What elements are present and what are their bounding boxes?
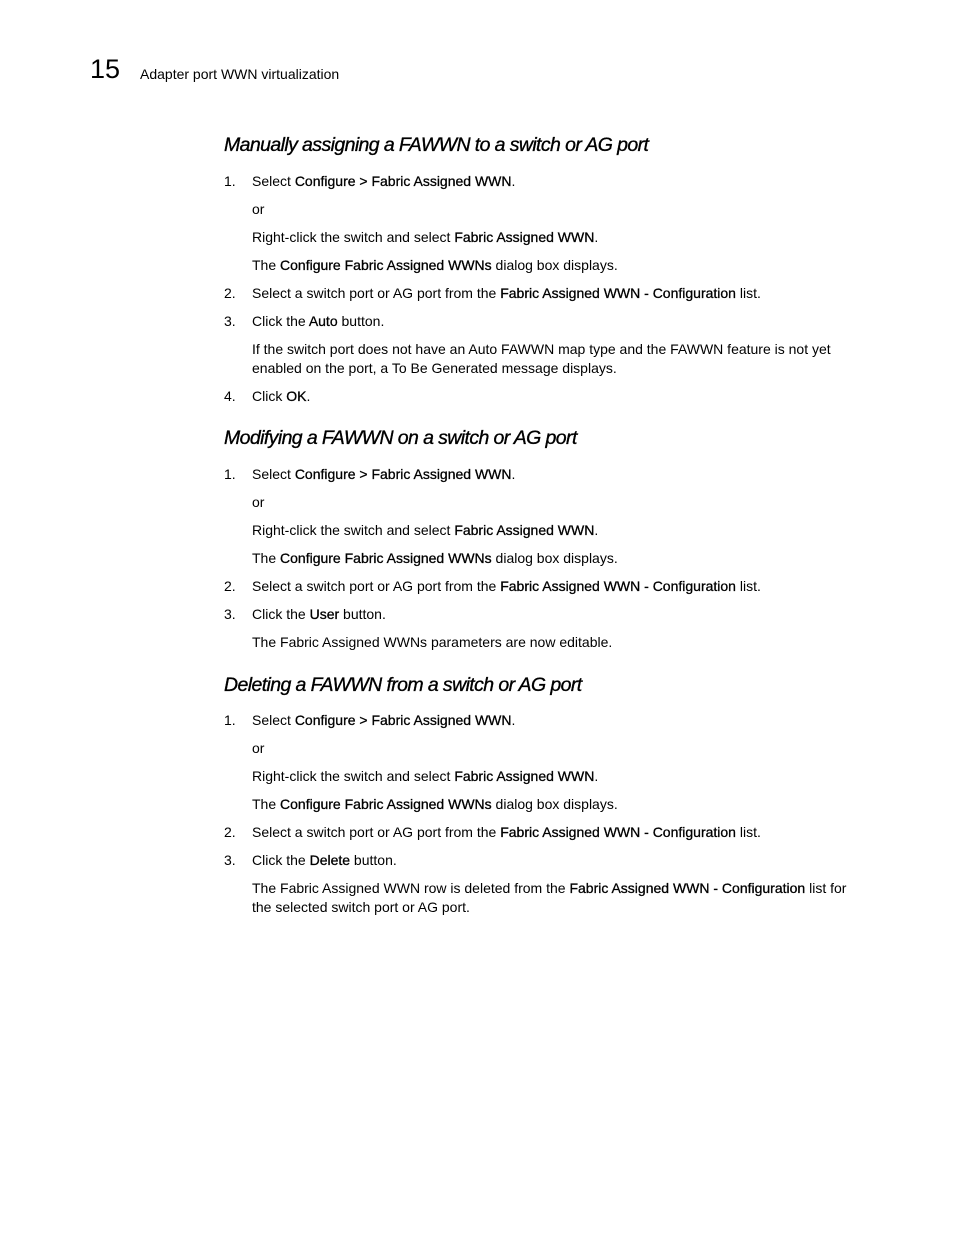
step-number: 3. bbox=[224, 852, 236, 868]
step-select-port: Select a switch port or AG port from the Fabric Assigned WWN - Configuration list. bbox=[252, 578, 761, 594]
step-select-port: Select a switch port or AG port from the Fabric Assigned WWN - Configuration list. bbox=[252, 824, 761, 840]
step-number: 1. bbox=[224, 712, 236, 728]
step-number: 1. bbox=[224, 466, 236, 482]
menu-path: Configure > Fabric Assigned WWN bbox=[294, 712, 512, 728]
or-text: or bbox=[252, 740, 265, 756]
button-name: Delete bbox=[309, 852, 351, 868]
step-number: 1. bbox=[224, 173, 236, 189]
step-click-user: Click the User button. bbox=[252, 606, 386, 622]
step-number: 2. bbox=[224, 285, 236, 301]
step-select-port: Select a switch port or AG port from the Fabric Assigned WWN - Configuration list. bbox=[252, 285, 761, 301]
button-name: OK bbox=[286, 388, 307, 404]
dialog-displays-text: The Configure Fabric Assigned WWNs dialog box displays. bbox=[252, 550, 618, 566]
dialog-displays-text: The Configure Fabric Assigned WWNs dialog box displays. bbox=[252, 796, 618, 812]
or-text: or bbox=[252, 494, 265, 510]
step-number: 3. bbox=[224, 313, 236, 329]
note-line: The Fabric Assigned WWN row is deleted from the Fabric Assigned WWN - Configuration list for bbox=[252, 880, 847, 896]
dialog-name: Configure Fabric Assigned WWNs bbox=[280, 257, 492, 273]
note-line: The Fabric Assigned WWNs parameters are now editable. bbox=[252, 634, 613, 650]
step-click-auto: Click the Auto button. bbox=[252, 313, 385, 329]
note-line: the selected switch port or AG port. bbox=[252, 899, 470, 915]
dialog-displays-text: The Configure Fabric Assigned WWNs dialog box displays. bbox=[252, 257, 618, 273]
right-click-instruction: Right-click the switch and select Fabric Assigned WWN. bbox=[252, 522, 599, 538]
running-header-title: Adapter port WWN virtualization bbox=[140, 66, 340, 82]
step-number: 3. bbox=[224, 606, 236, 622]
step-select-menu: Select Configure > Fabric Assigned WWN. bbox=[252, 173, 516, 189]
step-click-ok: Click OK. bbox=[252, 388, 311, 404]
step-click-delete: Click the Delete button. bbox=[252, 852, 397, 868]
button-name: User bbox=[309, 606, 340, 622]
step-select-menu: Select Configure > Fabric Assigned WWN. bbox=[252, 712, 516, 728]
menu-item-name: Fabric Assigned WWN bbox=[454, 229, 595, 245]
section-heading-manually-assigning: Manually assigning a FAWWN to a switch or AG port bbox=[224, 134, 649, 156]
step-number: 4. bbox=[224, 388, 236, 404]
menu-path: Configure > Fabric Assigned WWN bbox=[294, 173, 512, 189]
button-name: Auto bbox=[308, 313, 338, 329]
step-number: 2. bbox=[224, 824, 236, 840]
section-heading-modifying: Modifying a FAWWN on a switch or AG port bbox=[224, 427, 577, 449]
menu-item-name: Fabric Assigned WWN bbox=[454, 768, 595, 784]
right-click-instruction: Right-click the switch and select Fabric Assigned WWN. bbox=[252, 229, 599, 245]
chapter-number: 15 bbox=[90, 54, 121, 84]
list-name: Fabric Assigned WWN - Configuration bbox=[569, 880, 806, 896]
note-line: If the switch port does not have an Auto FAWWN map type and the FAWWN feature is not yet bbox=[252, 341, 831, 357]
list-name: Fabric Assigned WWN - Configuration bbox=[500, 578, 736, 594]
menu-path: Configure > Fabric Assigned WWN bbox=[294, 466, 512, 482]
or-text: or bbox=[252, 201, 265, 217]
menu-item-name: Fabric Assigned WWN bbox=[454, 522, 595, 538]
section-heading-deleting: Deleting a FAWWN from a switch or AG port bbox=[224, 674, 582, 696]
list-name: Fabric Assigned WWN - Configuration bbox=[500, 285, 736, 301]
list-name: Fabric Assigned WWN - Configuration bbox=[500, 824, 736, 840]
step-number: 2. bbox=[224, 578, 236, 594]
note-line: enabled on the port, a To Be Generated message displays. bbox=[252, 360, 617, 376]
step-select-menu: Select Configure > Fabric Assigned WWN. bbox=[252, 466, 516, 482]
dialog-name: Configure Fabric Assigned WWNs bbox=[280, 550, 492, 566]
right-click-instruction: Right-click the switch and select Fabric Assigned WWN. bbox=[252, 768, 599, 784]
dialog-name: Configure Fabric Assigned WWNs bbox=[280, 796, 492, 812]
